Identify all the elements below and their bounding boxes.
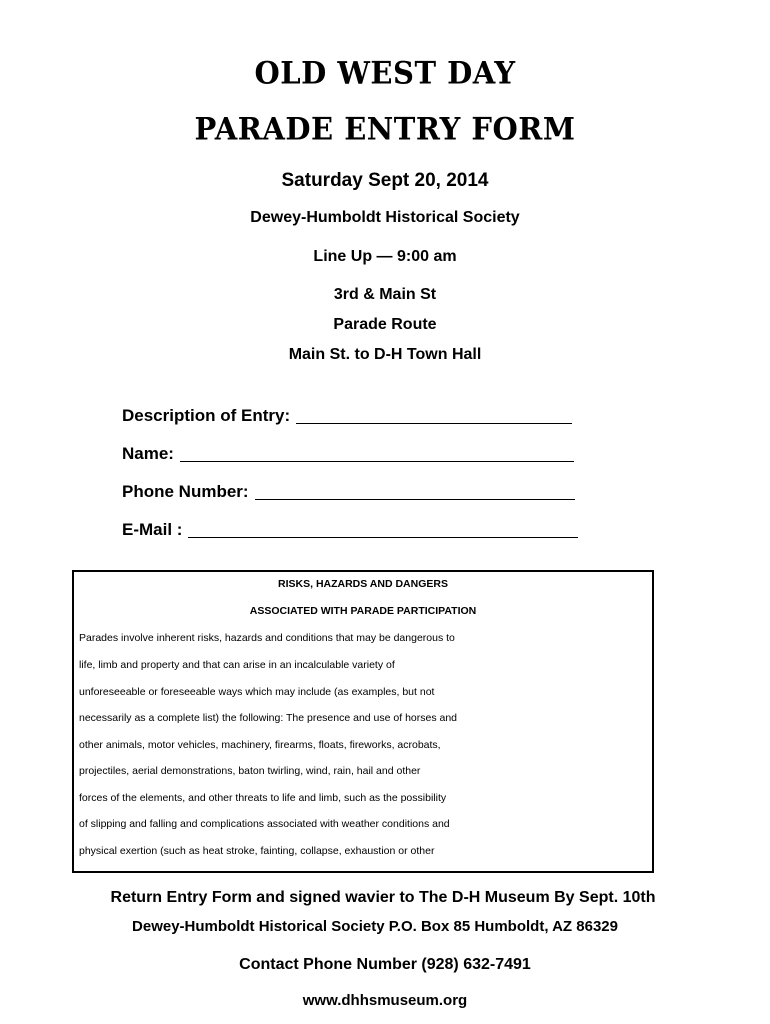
parade-route-label: Parade Route (333, 316, 437, 333)
title-line-1: OLD WEST DAY (254, 55, 516, 91)
phone-field (122, 480, 575, 502)
name-input-line[interactable] (180, 445, 574, 462)
description-label: Description of Entry: (122, 406, 291, 425)
description-field (122, 404, 572, 426)
risk-text-line: life, limb and property and that can arise in an incalculable variety of (79, 659, 395, 671)
event-date: Saturday Sept 20, 2014 (281, 170, 489, 191)
risk-text-line: other animals, motor vehicles, machinery, firearms, floats, fireworks, acrobats, (79, 739, 441, 751)
line-up-time: Line Up — 9:00 am (313, 248, 457, 265)
email-label: E-Mail : (122, 520, 183, 539)
risk-text-line: projectiles, aerial demonstrations, baton twirling, wind, rain, hail and other (79, 765, 421, 777)
risk-disclaimer-box (72, 570, 654, 873)
risk-heading-1: RISKS, HAZARDS AND DANGERS (278, 578, 448, 590)
return-instructions: Return Entry Form and signed wavier to The D-H Museum By Sept. 10th (110, 889, 656, 906)
risk-heading-2: ASSOCIATED WITH PARADE PARTICIPATION (249, 605, 477, 617)
title-line-2: PARADE ENTRY FORM (194, 111, 576, 147)
phone-input-line[interactable] (255, 483, 575, 500)
name-field (122, 442, 574, 464)
name-label: Name: (122, 444, 174, 463)
description-input-line[interactable] (296, 407, 572, 424)
risk-text-line: necessarily as a complete list) the following: The presence and use of horses and (79, 712, 458, 724)
mailing-address: Dewey-Humboldt Historical Society P.O. Box 85 Humboldt, AZ 86329 (132, 918, 618, 935)
risk-text-line: forces of the elements, and other threats to life and limb, such as the possibility (79, 792, 447, 804)
risk-text-line: physical exertion (such as heat stroke, fainting, collapse, exhaustion or other (79, 845, 435, 857)
risk-text-line: unforeseeable or foreseeable ways which may include (as examples, but not (79, 686, 435, 698)
contact-phone: Contact Phone Number (928) 632-7491 (239, 956, 531, 973)
website-link[interactable]: www.dhhsmuseum.org (302, 992, 468, 1009)
phone-label: Phone Number: (122, 482, 249, 501)
risk-text-line: Parades involve inherent risks, hazards and conditions that may be dangerous to (79, 632, 455, 644)
line-up-location: 3rd & Main St (333, 286, 437, 303)
organization-name: Dewey-Humboldt Historical Society (250, 209, 520, 226)
email-input-line[interactable] (188, 521, 578, 538)
parade-route: Main St. to D-H Town Hall (288, 346, 482, 363)
risk-text-line: of slipping and falling and complications associated with weather conditions and (79, 818, 450, 830)
email-field (122, 518, 578, 540)
